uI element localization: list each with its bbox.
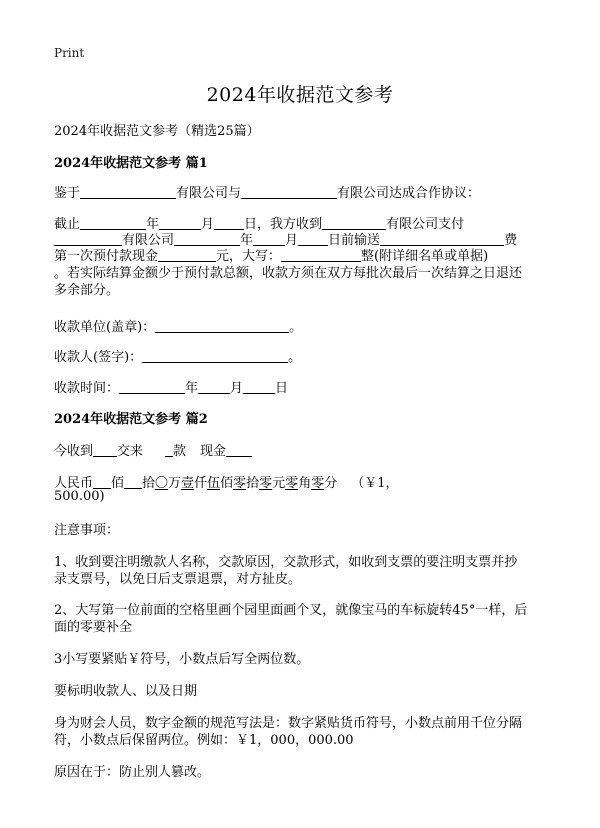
text-segment: 月: [285, 233, 299, 248]
text-segment: 年: [185, 381, 199, 396]
rmb-unit: 佰: [111, 476, 125, 491]
text-segment: 。: [288, 350, 302, 365]
note-6: 原因在于：防止别人篡改。: [54, 765, 211, 780]
receipt-time-line: [54, 377, 288, 396]
note-1: 1、收到要注明缴款人名称，交款原因，交款形式，如收到支票的要注明支票并抄: [54, 555, 518, 570]
text-segment: 。: [289, 320, 303, 335]
rmb-unit: 角: [298, 476, 312, 491]
rmb-digit: 零: [233, 476, 247, 491]
note-1-cont: 录支票号，以免日后支票退票，对方扯皮。: [54, 572, 302, 587]
rmb-unit: 佰: [220, 476, 234, 491]
rmb-digit: 零: [285, 476, 299, 491]
note-5: 身为财会人员，数字金额的规范写法是：数字紧贴货币符号，小数点前用千位分隔: [54, 716, 523, 731]
rmb-digit: 伍: [207, 476, 221, 491]
text-segment: 第一次预付款现金: [54, 249, 159, 264]
text-segment: 月: [201, 217, 215, 232]
blank-field: [93, 476, 111, 489]
note-4: 要标明收款人、以及日期: [54, 684, 198, 699]
rmb-amount-figure: （￥1，: [351, 476, 399, 491]
note-2-cont: 面的零要补全: [54, 620, 133, 635]
blank-field: [226, 444, 252, 457]
blank-field: [80, 186, 176, 199]
note-3: 3小写要紧贴￥符号，小数点后写全两位数。: [54, 652, 310, 667]
rmb-digit: 壹: [181, 476, 195, 491]
text-segment: 日前输送: [328, 233, 381, 248]
text-segment: 日: [275, 381, 289, 396]
section1-heading: 2024年收据范文参考 篇1: [54, 156, 208, 171]
text-segment: 日，我方收到: [244, 217, 323, 232]
rmb-digit: 〇: [155, 476, 169, 491]
text-segment: 截止: [54, 217, 81, 232]
rmb-unit: 万: [168, 476, 182, 491]
document-subtitle: 2024年收据范文参考（精选25篇）: [54, 124, 260, 139]
section2-heading: 2024年收据范文参考 篇2: [54, 412, 208, 427]
text-segment: 年: [146, 217, 160, 232]
blank-field: [165, 444, 173, 457]
note-2: 2、大写第一位前面的空格里画个园里面画个叉，就像宝马的车标旋转45°一样，后: [54, 603, 528, 618]
text-segment: 交来: [117, 444, 144, 459]
blank-field: [198, 381, 230, 394]
rmb-amount-figure-cont: 500.00): [54, 489, 105, 504]
rmb-amount-line: [54, 472, 399, 491]
document-title: 2024年收据范文参考: [206, 84, 394, 106]
receipt-line-4: 。若实际结算金额少于预付款总额，收款方须在双方每批次最后一次结算之日退还: [54, 266, 523, 281]
receipt-time-label: 收款时间：: [54, 381, 120, 396]
text-segment: 今收到: [54, 444, 94, 459]
rmb-unit: 仟: [194, 476, 208, 491]
text-segment: 费: [504, 233, 518, 248]
text-segment: 年: [240, 233, 254, 248]
payee-signature-line: [54, 346, 301, 365]
payee-unit-label: 收款单位(盖章)：: [54, 320, 156, 335]
blank-field: [241, 186, 337, 199]
rmb-unit: 拾: [246, 476, 260, 491]
text-segment: 元，大写：: [216, 249, 282, 264]
blank-field: [124, 476, 142, 489]
payee-signature-label: 收款人(签字)：: [54, 350, 143, 365]
text-segment: 月: [230, 381, 244, 396]
note-5-cont: 符，小数点后保留两位。例如：￥1，000，000.00: [54, 733, 354, 748]
blank-field: [93, 444, 117, 457]
text-segment: 鉴于: [54, 186, 81, 201]
received-line: [54, 440, 252, 459]
blank-field: [142, 350, 288, 363]
blank-field: [281, 249, 361, 262]
text-segment: 款: [173, 444, 187, 459]
agreement-line: [54, 182, 480, 201]
blank-field: [155, 320, 289, 333]
text-segment: 现金: [200, 444, 227, 459]
rmb-unit: 分: [324, 476, 338, 491]
receipt-line-5: 多余部分。: [54, 283, 120, 298]
blank-field: [119, 381, 185, 394]
rmb-digit: 零: [259, 476, 273, 491]
text-segment: 有限公司支付: [386, 217, 465, 232]
text-segment: 有限公司与: [176, 186, 242, 201]
text-segment: 整(附详细名单或单据): [361, 249, 489, 264]
rmb-unit: 拾: [142, 476, 156, 491]
print-label: Print: [54, 46, 85, 60]
payee-unit-line: [54, 316, 302, 335]
text-segment: 有限公司: [122, 233, 175, 248]
rmb-unit: 元: [272, 476, 286, 491]
blank-field: [243, 381, 275, 394]
notes-title: 注意事项：: [54, 523, 120, 538]
blank-field: [158, 249, 216, 262]
rmb-prefix: 人民币: [54, 476, 94, 491]
rmb-digit: 零: [311, 476, 325, 491]
text-segment: 有限公司达成合作协议：: [337, 186, 481, 201]
